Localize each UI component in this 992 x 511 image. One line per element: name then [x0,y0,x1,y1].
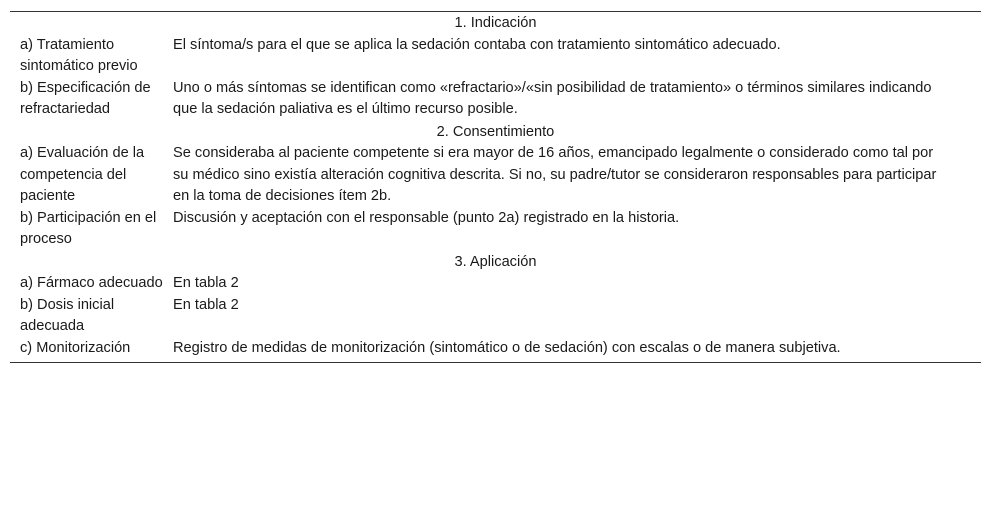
criterion-label: a) Tratamiento sintomático previo [20,36,138,74]
section-header-row [10,251,981,274]
section-header-row [10,121,981,144]
criterion-description: En tabla 2 [173,296,239,313]
criterion-label: b) Especificación de refractariedad [20,79,151,117]
table-row [10,295,981,338]
table-row [10,273,981,295]
section-title: 1. Indicación [454,15,537,31]
criterion-label: c) Monitorización [20,339,131,356]
table-row [10,143,981,208]
criterion-label: b) Dosis inicial adecuada [20,296,115,334]
criterion-description: Registro de medidas de monitorización (sintomático o de sedación) con escalas o de manera subjetiva. [173,339,841,356]
section-title: 3. Aplicación [454,253,537,270]
criterion-label: a) Fármaco adecuado [20,275,163,291]
section-header-row [10,12,981,35]
criteria-table [10,11,981,363]
table-row [10,35,981,78]
criterion-label: a) Evaluación de la competencia del paciente [20,145,145,204]
section-title: 2. Consentimiento [436,123,555,140]
criterion-description: Se consideraba al paciente competente si era mayor de 16 años, emancipado legalmente o considerado como tal por su médico sino existía alteración cognitiva descrita. Si no, su padre/tutor se consideraron responsables para participar en la toma de decisiones ítem 2b. [173,145,937,204]
table-row [10,208,981,251]
criterion-description: Discusión y aceptación con el responsable (punto 2a) registrado en la historia. [173,209,680,226]
table-row [10,338,981,363]
criterion-description: En tabla 2 [173,275,239,291]
criterion-label: b) Participación en el proceso [20,209,157,247]
criteria-table-container [10,11,981,363]
criterion-description: Uno o más síntomas se identifican como «refractario»/«sin posibilidad de tratamiento» o términos similares indicando que la sedación paliativa es el último recurso posible. [173,79,932,117]
criterion-description: El síntoma/s para el que se aplica la sedación contaba con tratamiento sintomático adecuado. [173,36,781,53]
table-row [10,78,981,121]
